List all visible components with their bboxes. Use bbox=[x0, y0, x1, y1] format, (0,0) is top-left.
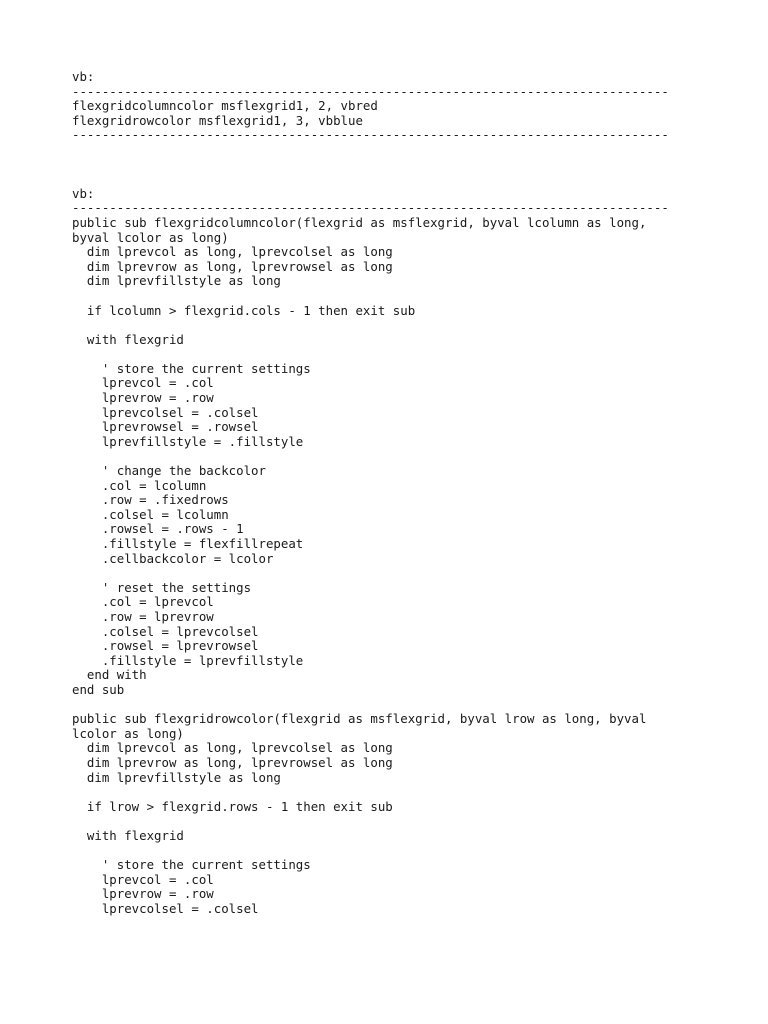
code-line: byval lcolor as long) bbox=[72, 229, 229, 245]
blank-line bbox=[72, 698, 692, 713]
code-label: vb: bbox=[72, 69, 95, 84]
code-line: flexgridrowcolor msflexgrid1, 3, vbblue bbox=[72, 112, 363, 128]
code-line: dim lprevfillstyle as long bbox=[72, 273, 281, 289]
code-line: flexgridcolumncolor msflexgrid1, 2, vbred bbox=[72, 98, 378, 114]
code-line: end sub bbox=[72, 681, 125, 697]
code-line: .row = .fixedrows bbox=[72, 492, 229, 508]
code-line: lprevcolsel = .colsel bbox=[72, 900, 259, 916]
code-label: vb: bbox=[72, 185, 95, 201]
code-line: .col = lprevcol bbox=[72, 594, 214, 610]
code-line: with flexgrid bbox=[72, 331, 184, 347]
code-line: dim lprevcol as long, lprevcolsel as long bbox=[72, 740, 393, 756]
code-line: dim lprevrow as long, lprevrowsel as long bbox=[72, 754, 393, 770]
code-line: public sub flexgridrowcolor(flexgrid as msflexgrid, byval lrow as long, byval bbox=[72, 711, 647, 727]
blank-line bbox=[72, 566, 692, 581]
code-line: lprevrowsel = .rowsel bbox=[72, 419, 259, 435]
code-comment: ' store the current settings bbox=[72, 360, 311, 376]
code-line: .colsel = lcolumn bbox=[72, 506, 229, 522]
blank-line bbox=[72, 785, 692, 800]
code-line: if lcolumn > flexgrid.cols - 1 then exit sub bbox=[72, 302, 416, 318]
blank-line bbox=[72, 449, 692, 464]
blank-line bbox=[72, 143, 692, 158]
code-line: dim lprevfillstyle as long bbox=[72, 769, 281, 785]
code-line: dim lprevrow as long, lprevrowsel as long bbox=[72, 258, 393, 274]
code-line: .cellbackcolor = lcolor bbox=[72, 550, 274, 566]
code-line: .fillstyle = flexfillrepeat bbox=[72, 536, 304, 551]
document-page bbox=[72, 70, 692, 916]
code-line: with flexgrid bbox=[72, 827, 184, 843]
code-line: lprevrow = .row bbox=[72, 886, 214, 902]
code-line: .fillstyle = lprevfillstyle bbox=[72, 652, 304, 668]
blank-line bbox=[72, 289, 692, 304]
blank-line bbox=[72, 814, 692, 829]
code-line: end with bbox=[72, 667, 147, 683]
blank-line bbox=[72, 172, 692, 187]
code-comment: ' change the backcolor bbox=[72, 463, 266, 479]
code-line: dim lprevcol as long, lprevcolsel as long bbox=[72, 244, 393, 260]
separator-line: -------------------------------------------------------------------------------- bbox=[72, 200, 669, 216]
code-line: if lrow > flexgrid.rows - 1 then exit sub bbox=[72, 798, 393, 814]
code-line: lprevcolsel = .colsel bbox=[72, 404, 259, 420]
code-line: lprevcol = .col bbox=[72, 375, 214, 391]
blank-line bbox=[72, 843, 692, 858]
code-line: lprevfillstyle = .fillstyle bbox=[72, 433, 304, 449]
blank-line bbox=[72, 158, 692, 173]
code-comment: ' reset the settings bbox=[72, 579, 252, 595]
code-line: .rowsel = lprevrowsel bbox=[72, 638, 259, 654]
blank-line bbox=[72, 318, 692, 333]
blank-line bbox=[72, 347, 692, 362]
code-line: .col = lcolumn bbox=[72, 477, 207, 493]
code-line: lprevrow = .row bbox=[72, 390, 214, 406]
code-line: lprevcol = .col bbox=[72, 871, 214, 887]
separator-line: -------------------------------------------------------------------------------- bbox=[72, 127, 669, 143]
code-line: lcolor as long) bbox=[72, 725, 184, 741]
code-line: public sub flexgridcolumncolor(flexgrid as msflexgrid, byval lcolumn as long, bbox=[72, 214, 647, 230]
code-line: .row = lprevrow bbox=[72, 608, 214, 624]
separator-line: -------------------------------------------------------------------------------- bbox=[72, 83, 669, 99]
code-comment: ' store the current settings bbox=[72, 857, 311, 873]
code-line: .colsel = lprevcolsel bbox=[72, 623, 259, 639]
code-line: .rowsel = .rows - 1 bbox=[72, 521, 244, 537]
